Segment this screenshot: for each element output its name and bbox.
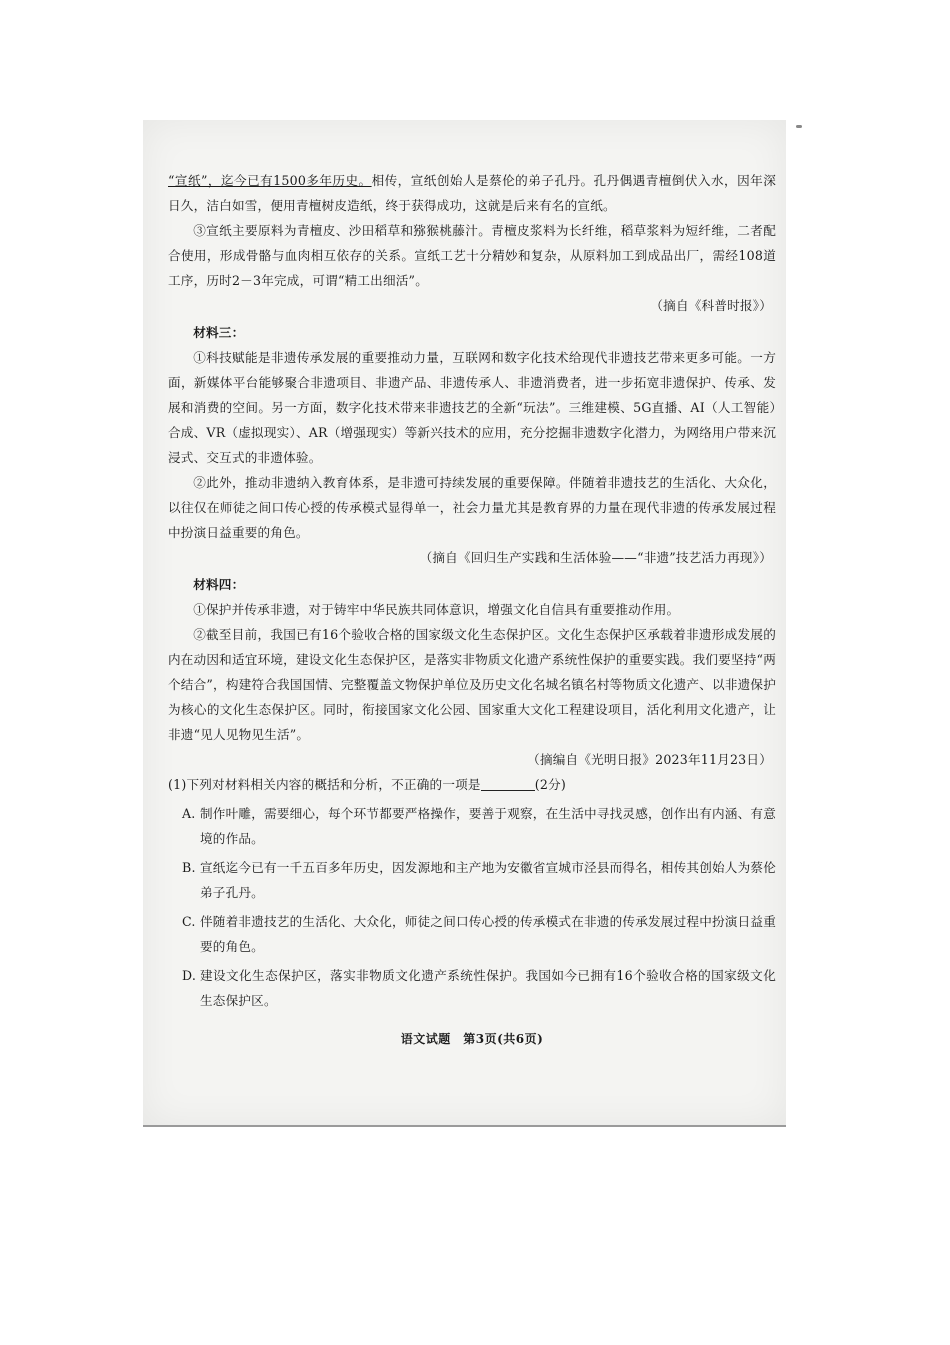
- option-label: B.: [182, 860, 196, 875]
- paragraph-xuanzhi-material: ③宣纸主要原料为青檀皮、沙田稻草和猕猴桃藤汁。青檀皮浆料为长纤维，稻草浆料为短纤维，二者配合使用，形成骨骼与血肉相互依存的关系。宣纸工艺十分精妙和复杂，从原料加工到成品出厂，需经108道工序，历时2－3年完成，可谓“精工出细活”。: [168, 223, 776, 288]
- source-citation-4: （摘编自《光明日报》2023年11月23日）: [527, 752, 772, 767]
- question-text: (1)下列对材料相关内容的概括和分析，不正确的一项是: [168, 777, 481, 792]
- source-citation-3: （摘自《回归生产实践和生活体验——“非遗”技艺活力再现》）: [419, 550, 772, 565]
- option-label: A.: [182, 806, 196, 821]
- underlined-sentence: “宣纸”，迄今已有1500多年历史。: [168, 173, 372, 188]
- material-4-paragraph-1: ①保护并传承非遗，对于铸牢中华民族共同体意识，增强文化自信具有重要推动作用。: [193, 602, 680, 617]
- option-c: [182, 909, 776, 959]
- option-text: 宣纸迄今已有一千五百多年历史，因发源地和主产地为安徽省宣城市泾县而得名，相传其创始人为蔡伦弟子孔丹。: [200, 860, 776, 900]
- source-citation-2: （摘自《科普时报》）: [650, 298, 772, 313]
- material-4-paragraph-2: ②截至目前，我国已有16个验收合格的国家级文化生态保护区。文化生态保护区承载着非遗形成发展的内在动因和适宜环境，建设文化生态保护区，是落实非物质文化遗产系统性保护的重要实践。我们要坚持“两个结合”，构建符合我国国情、完整覆盖文物保护单位及历史文化名城名镇名村等物质文化遗产、以非遗保护为核心的文化生态保护区。同时，衔接国家文化公园、国家重大文化工程建设项目，活化利用文化遗产，让非遗“见人见物见生活”。: [168, 627, 776, 742]
- option-b: [182, 855, 776, 905]
- paragraph-xuanzhi-origin: [168, 168, 776, 218]
- question-stem: [168, 772, 776, 797]
- material-4-heading: 材料四：: [193, 577, 245, 592]
- option-label: C.: [182, 914, 196, 929]
- option-text: 建设文化生态保护区，落实非物质文化遗产系统性保护。我国如今已拥有16个验收合格的国家级文化生态保护区。: [200, 968, 776, 1008]
- material-3-heading: 材料三：: [193, 325, 245, 340]
- option-text: 制作叶雕，需要细心，每个环节都要严格操作，要善于观察，在生活中寻找灵感，创作出有内涵、有意境的作品。: [200, 806, 776, 846]
- material-3-paragraph-2: ②此外，推动非遗纳入教育体系，是非遗可持续发展的重要保障。伴随着非遗技艺的生活化、大众化，以往仅在师徒之间口传心授的传承模式显得单一，社会力量尤其是教育界的力量在现代非遗的传承发展过程中扮演日益重要的角色。: [168, 475, 776, 540]
- question-points: (2分): [534, 777, 566, 792]
- answer-blank[interactable]: [481, 776, 535, 791]
- page-footer: 语文试题 第3页(共6页): [400, 1032, 544, 1046]
- exam-page-content: [168, 168, 776, 1052]
- option-d: [182, 963, 776, 1013]
- option-text: 伴随着非遗技艺的生活化、大众化，师徒之间口传心授的传承模式在非遗的传承发展过程中扮演日益重要的角色。: [200, 914, 776, 954]
- material-3-paragraph-1: ①科技赋能是非遗传承发展的重要推动力量，互联网和数字化技术给现代非遗技艺带来更多可能。一方面，新媒体平台能够聚合非遗项目、非遗产品、非遗传承人、非遗消费者，进一步拓宽非遗保护、传承、发展和消费的空间。另一方面，数字化技术带来非遗技艺的全新“玩法”。三维建模、5G直播、AI（人工智能）合成、VR（虚拟现实）、AR（增强现实）等新兴技术的应用，充分挖掘非遗数字化潜力，为网络用户带来沉浸式、交互式的非遗体验。: [168, 350, 776, 465]
- option-label: D.: [182, 968, 197, 983]
- scan-speck: [796, 125, 802, 128]
- paragraph-text: 相传，宣纸创始人是蔡伦的弟子孔丹。孔丹偶遇青檀倒伏入水，因年深日久，洁白如雪，便用青檀树皮造纸，终于获得成功，这就是后来有名的宣纸。: [168, 173, 777, 213]
- option-a: [182, 801, 776, 851]
